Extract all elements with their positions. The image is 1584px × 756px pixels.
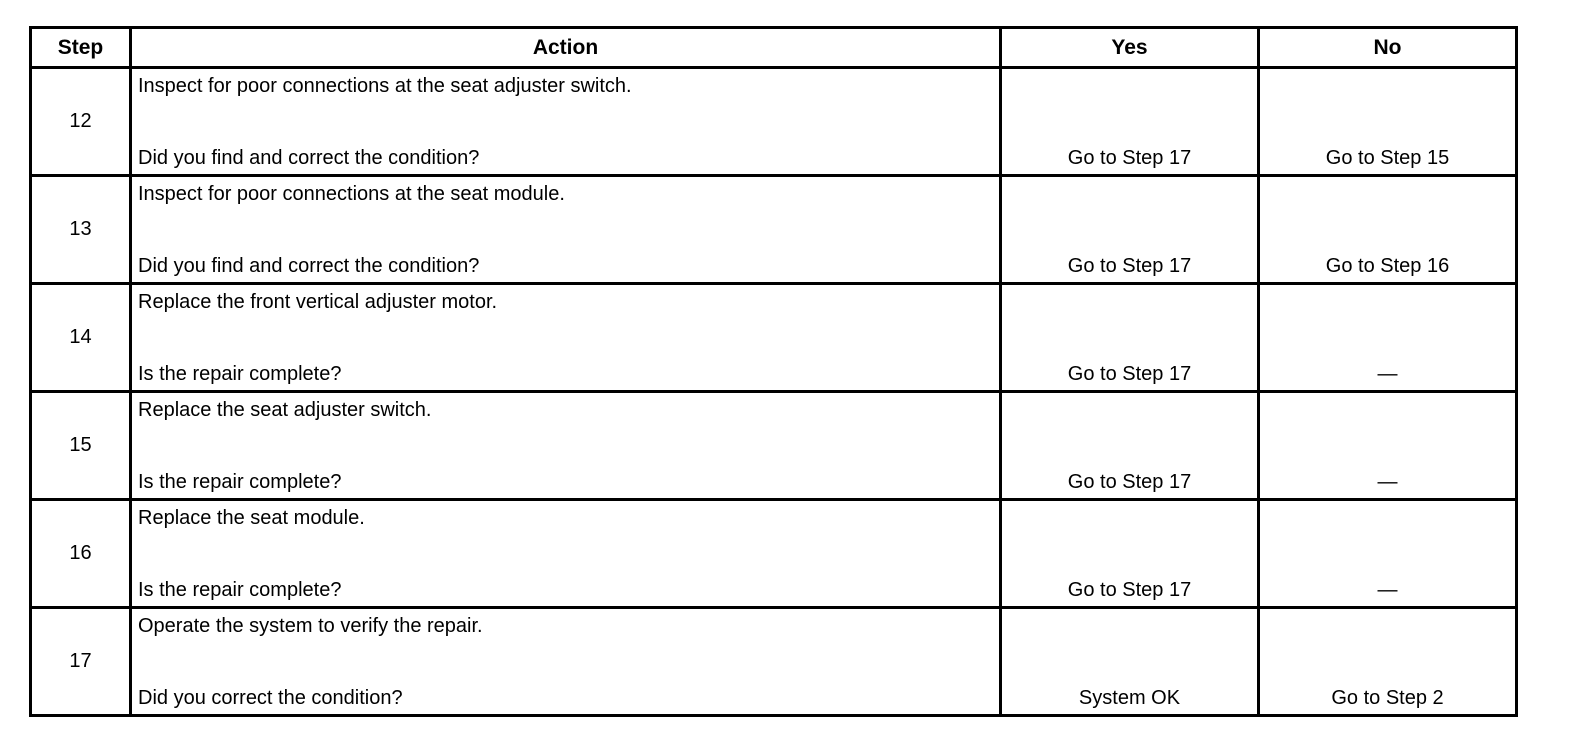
action-instruction: Replace the seat module. [138, 507, 365, 529]
step-number: 14 [31, 284, 131, 392]
step-number: 17 [31, 608, 131, 716]
action-instruction: Inspect for poor connections at the seat adjuster switch. [138, 75, 632, 97]
header-step: Step [31, 28, 131, 68]
header-action: Action [131, 28, 1001, 68]
action-instruction: Replace the seat adjuster switch. [138, 399, 432, 421]
action-question: Did you correct the condition? [138, 687, 403, 709]
diagnostic-table [29, 26, 1518, 717]
action-cell [131, 176, 1001, 284]
step-number: 13 [31, 176, 131, 284]
action-question: Did you find and correct the condition? [138, 147, 480, 169]
no-answer: — [1377, 363, 1398, 385]
action-question: Is the repair complete? [138, 363, 342, 385]
no-cell [1259, 392, 1517, 500]
action-instruction: Operate the system to verify the repair. [138, 615, 483, 637]
no-answer: — [1377, 579, 1398, 601]
no-cell [1259, 500, 1517, 608]
no-answer: Go to Step 15 [1325, 147, 1450, 169]
yes-cell [1001, 284, 1259, 392]
yes-answer: Go to Step 17 [1067, 147, 1192, 169]
no-cell [1259, 68, 1517, 176]
table-row [31, 392, 1517, 500]
table-row [31, 176, 1517, 284]
action-instruction: Replace the front vertical adjuster motor. [138, 291, 498, 313]
step-number: 12 [31, 68, 131, 176]
header-yes: Yes [1001, 28, 1259, 68]
action-cell [131, 500, 1001, 608]
action-cell [131, 392, 1001, 500]
no-answer: Go to Step 2 [1331, 687, 1444, 709]
action-cell [131, 284, 1001, 392]
yes-answer: Go to Step 17 [1067, 255, 1192, 277]
no-answer: — [1377, 471, 1398, 493]
yes-cell [1001, 68, 1259, 176]
table-row [31, 500, 1517, 608]
no-cell [1259, 284, 1517, 392]
table-row [31, 608, 1517, 716]
yes-answer: System OK [1078, 687, 1181, 709]
step-number: 16 [31, 500, 131, 608]
yes-answer: Go to Step 17 [1067, 363, 1192, 385]
yes-cell [1001, 500, 1259, 608]
action-cell [131, 608, 1001, 716]
action-cell [131, 68, 1001, 176]
action-question: Did you find and correct the condition? [138, 255, 480, 277]
yes-answer: Go to Step 17 [1067, 579, 1192, 601]
action-question: Is the repair complete? [138, 471, 342, 493]
action-question: Is the repair complete? [138, 579, 342, 601]
yes-answer: Go to Step 17 [1067, 471, 1192, 493]
step-number: 15 [31, 392, 131, 500]
header-row [31, 28, 1517, 68]
table-row [31, 284, 1517, 392]
header-no: No [1259, 28, 1517, 68]
no-answer: Go to Step 16 [1325, 255, 1450, 277]
action-instruction: Inspect for poor connections at the seat module. [138, 183, 565, 205]
yes-cell [1001, 392, 1259, 500]
yes-cell [1001, 176, 1259, 284]
no-cell [1259, 608, 1517, 716]
no-cell [1259, 176, 1517, 284]
table-row [31, 68, 1517, 176]
yes-cell [1001, 608, 1259, 716]
